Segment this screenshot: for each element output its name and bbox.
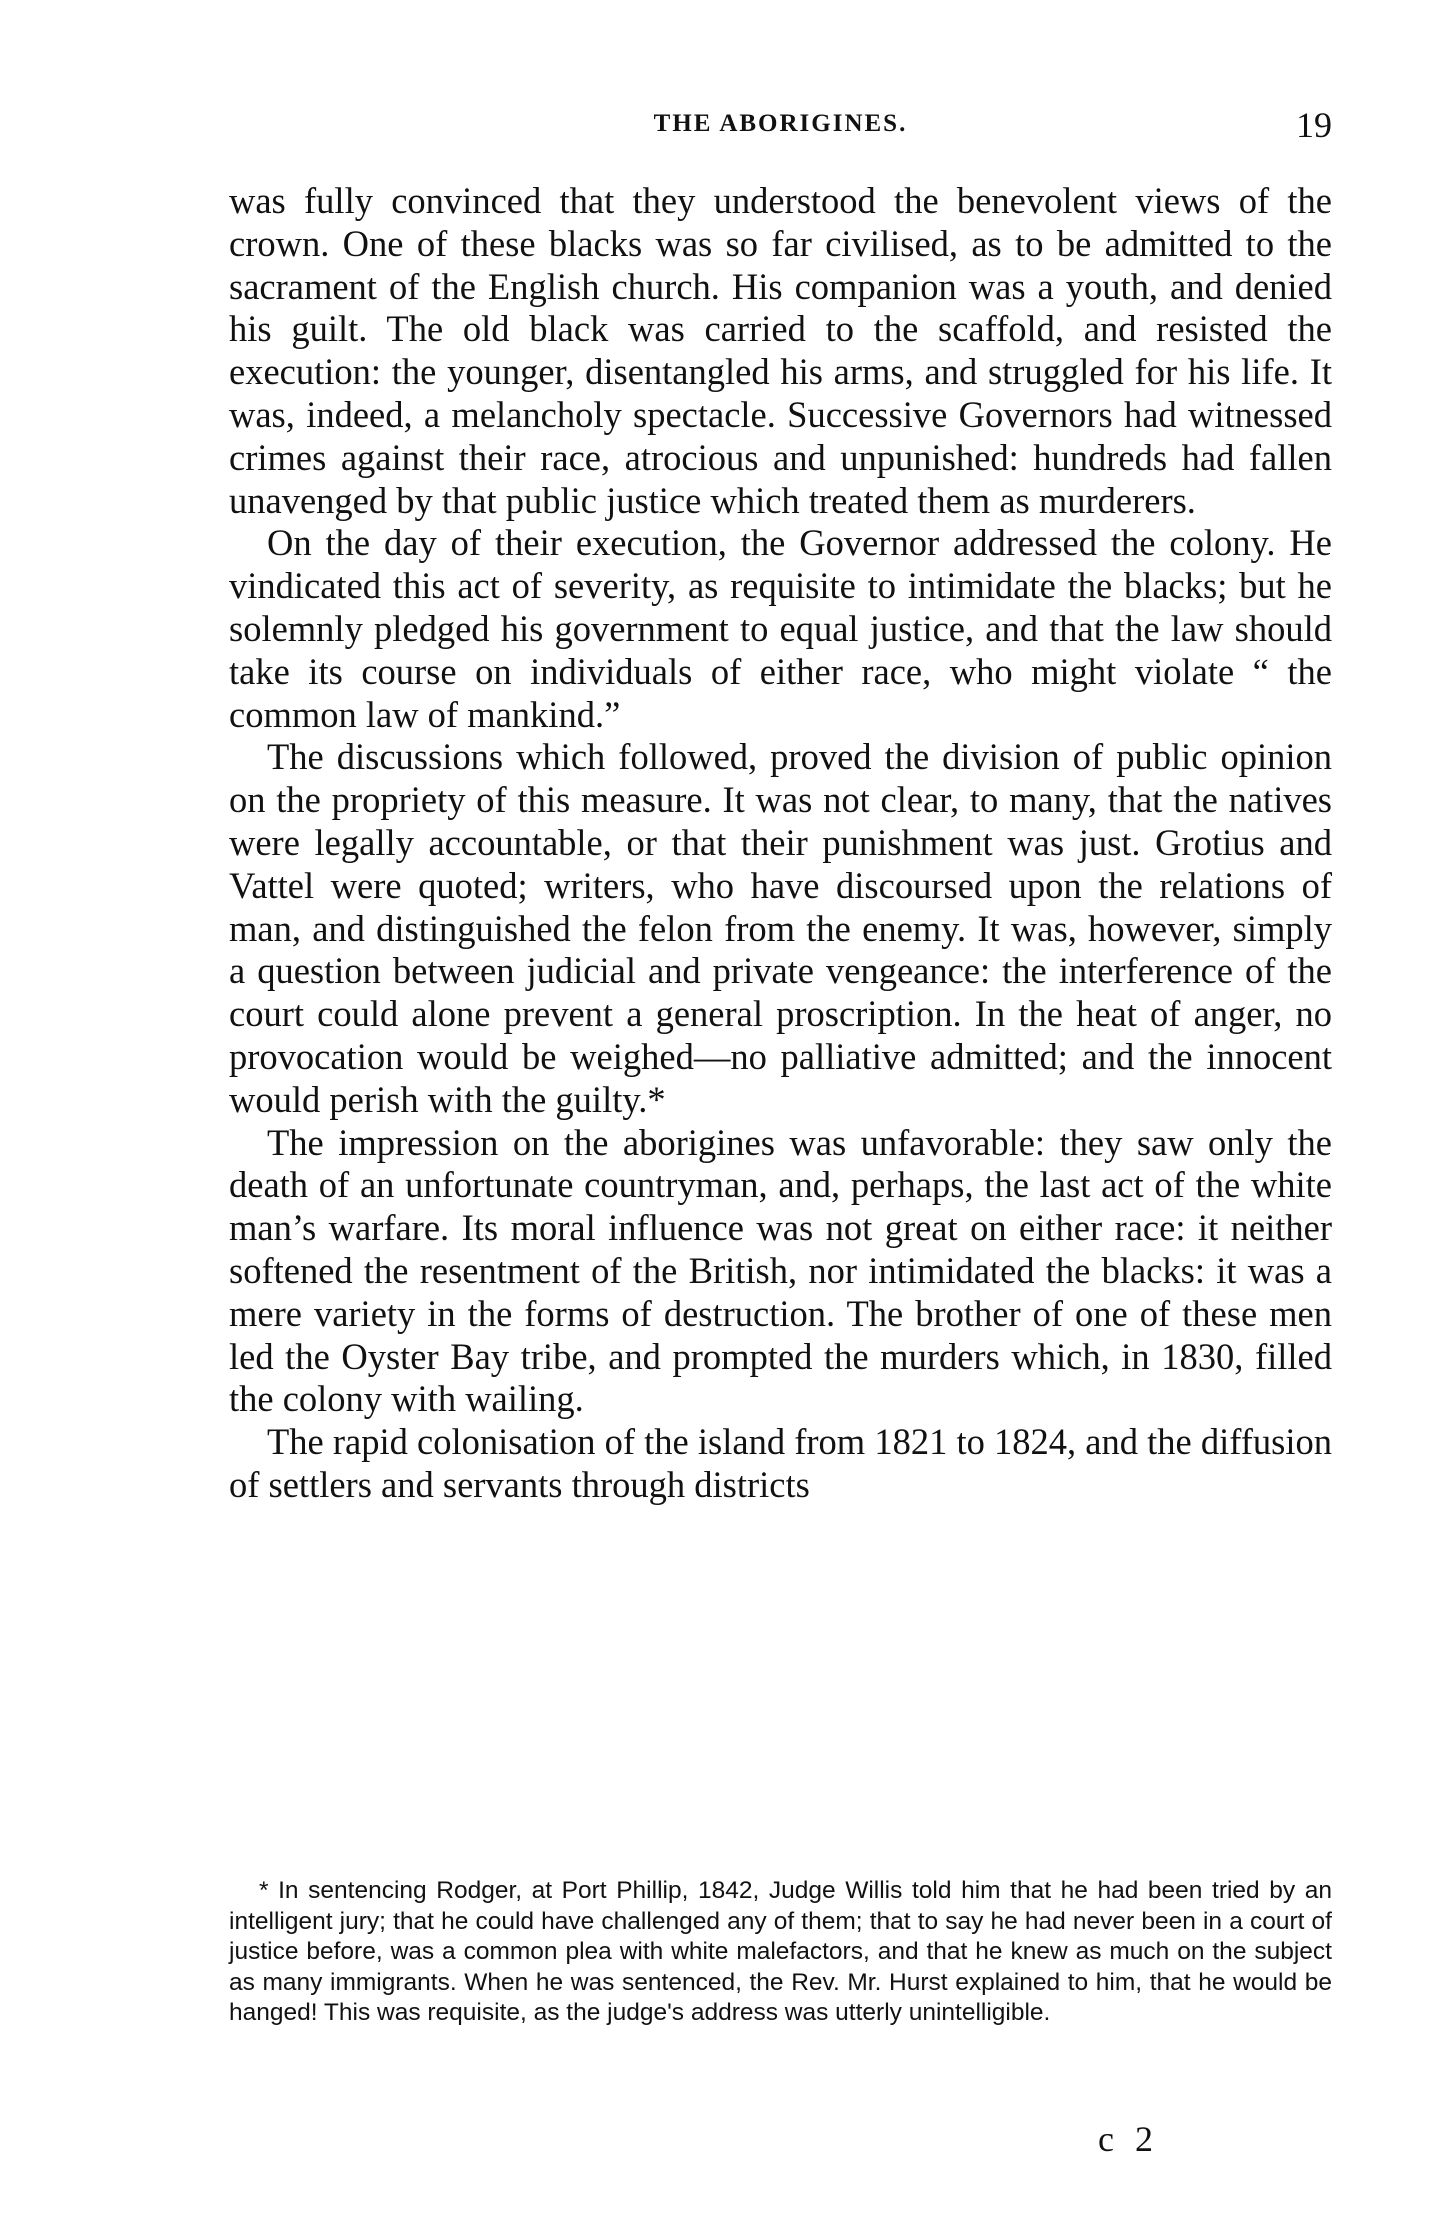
paragraph: On the day of their execution, the Governor addressed the colony. He vindicated this act of severity, as requisite to intimidate the blacks; but he solemnly pledged his government to equal justice, and that the law should take its course on individuals of either race, who might violate “ the common law of mankind.” <box>229 522 1332 735</box>
page-number: 19 <box>1296 105 1332 145</box>
running-head <box>229 104 1332 144</box>
running-title: THE ABORIGINES. <box>653 110 908 137</box>
paragraph: The impression on the aborigines was unfavorable: they saw only the death of an unfortunate countryman, and, perhaps, the last act of the white man’s warfare. Its moral influence was not great on either race: it neither softened the resentment of the British, nor intimidated the blacks: it was a mere variety in the forms of destruction. The brother of one of these men led the Oyster Bay tribe, and prompted the murders which, in 1830, filled the colony with wailing. <box>229 1121 1332 1420</box>
paragraph: The discussions which followed, proved the division of public opinion on the propriety of this measure. It was not clear, to many, that the natives were legally accountable, or that their punishment was just. Grotius and Vattel were quoted; writers, who have discoursed upon the relations of man, and distinguished the felon from the enemy. It was, however, simply a question between judicial and private vengeance: the interference of the court could alone prevent a general proscription. In the heat of anger, no provocation would be weighed—no palliative admitted; and the innocent would perish with the guilty.* <box>229 736 1332 1120</box>
footnote-text: * In sentencing Rodger, at Port Phillip, 1842, Judge Willis told him that he had been tried by an intelligent jury; that he could have challenged any of them; that to say he had never been in a court of justice before, was a common plea with white malefactors, and that he knew as much on the subject as many immigrants. When he was sentenced, the Rev. Mr. Hurst explained to him, that he would be hanged! This was requisite, as the judge's address was utterly unintelligible. <box>229 1877 1332 2026</box>
footnote <box>229 1876 1332 2029</box>
paragraph: The rapid colonisation of the island from 1821 to 1824, and the diffusion of settlers and servants through districts <box>229 1421 1332 1505</box>
body-text <box>229 180 1332 1507</box>
paragraph: was fully convinced that they understood the benevolent views of the crown. One of these blacks was so far civilised, as to be admitted to the sacrament of the English church. His companion was a youth, and denied his guilt. The old black was carried to the scaffold, and resisted the execution: the younger, disentangled his arms, and struggled for his life. It was, indeed, a melancholy spectacle. Successive Governors had witnessed crimes against their race, atrocious and unpunished: hundreds had fallen unavenged by that public justice which treated them as murderers. <box>229 180 1332 521</box>
signature-mark: c 2 <box>1098 2119 1159 2159</box>
